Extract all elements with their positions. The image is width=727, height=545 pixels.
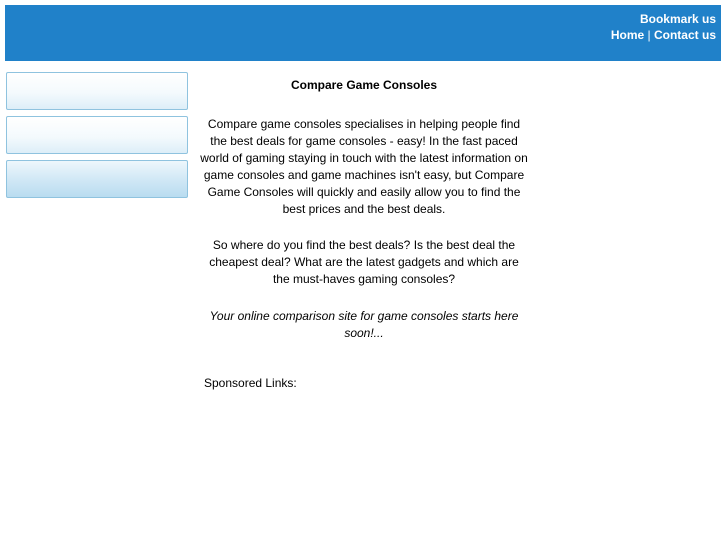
sidebar-nav	[6, 72, 188, 204]
contact-link[interactable]: Contact us	[653, 28, 716, 42]
sidebar-button-2[interactable]	[6, 116, 188, 154]
tagline-paragraph: Your online comparison site for game consoles starts here soon!...	[209, 309, 519, 340]
sponsored-links-label: Sponsored Links:	[204, 376, 297, 390]
sidebar-button-3[interactable]	[6, 160, 188, 198]
header-links	[611, 11, 716, 43]
link-separator: |	[647, 28, 651, 42]
page-title: Compare Game Consoles	[290, 78, 438, 92]
bookmark-link[interactable]: Bookmark us	[639, 12, 716, 26]
question-paragraph: So where do you find the best deals? Is the best deal the cheapest deal? What are the latest gadgets and which are the must-haves gaming consoles?	[209, 238, 519, 286]
header-bar	[5, 5, 721, 61]
main-content	[200, 70, 528, 342]
intro-paragraph: Compare game consoles specialises in helping people find the best deals for game consoles - easy! In the fast paced world of gaming staying in touch with the latest information on game consoles and game machines isn't easy, but Compare Game Consoles will quickly and easily allow you to find the best prices and the best deals.	[200, 117, 528, 216]
sidebar-button-1[interactable]	[6, 72, 188, 110]
home-link[interactable]: Home	[610, 28, 645, 42]
